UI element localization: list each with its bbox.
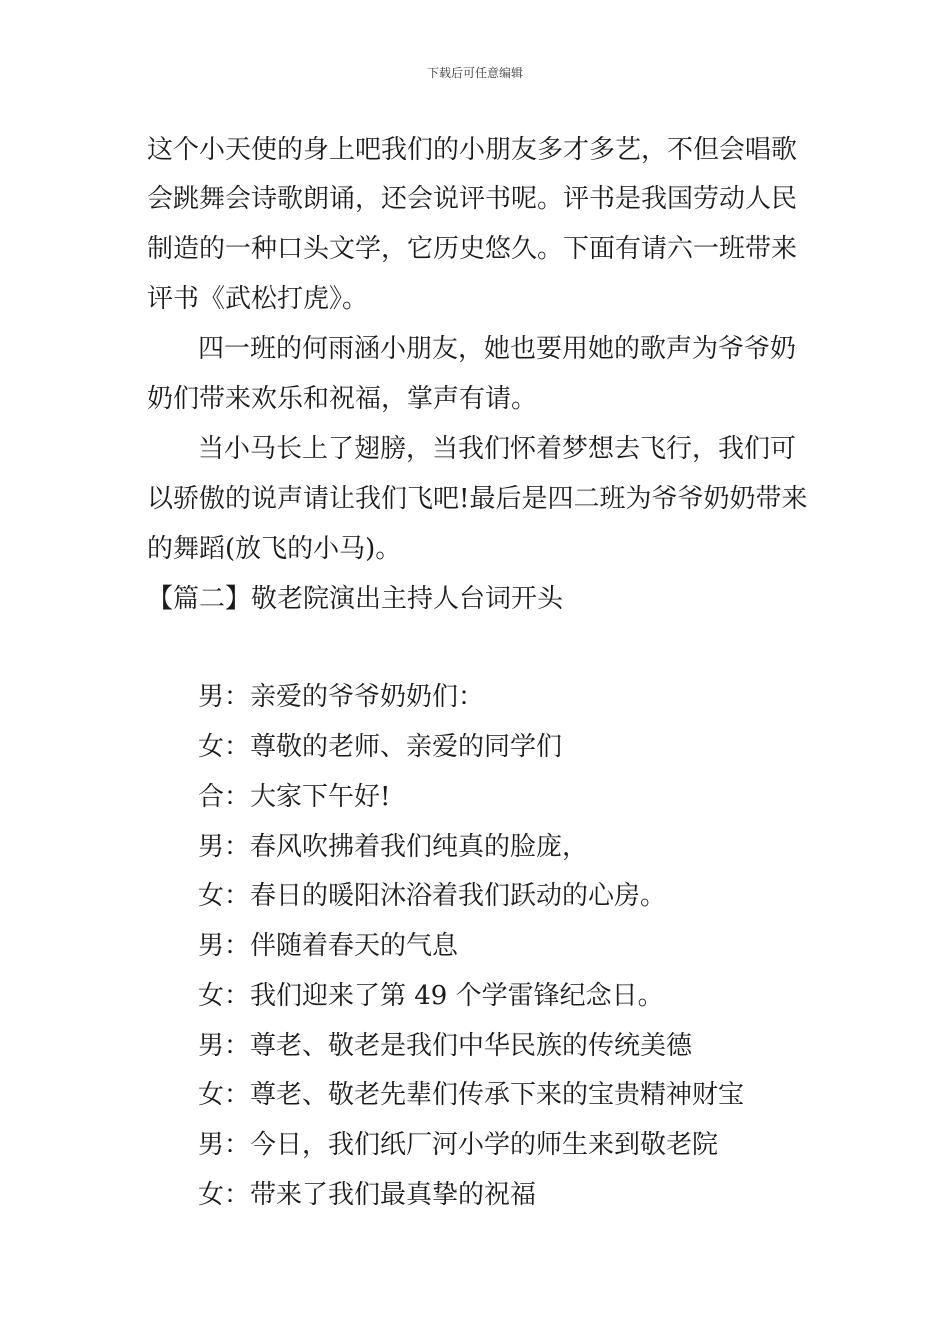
dialogue-line: 男：今日，我们纸厂河小学的师生来到敬老院 (198, 1130, 719, 1160)
dialogue-line: 合：大家下午好! (198, 782, 391, 812)
dialogue-line: 女：尊老、敬老先辈们传承下来的宝贵精神财宝 (198, 1080, 745, 1110)
paragraph-3-line-1: 当小马长上了翅膀，当我们怀着梦想去飞行，我们可 (198, 434, 797, 464)
dialogue-line: 男：伴随着春天的气息 (198, 931, 459, 961)
paragraph-1-line-1: 这个小天使的身上吧我们的小朋友多才多艺，不但会唱歌 (147, 135, 798, 165)
section-title: 【篇二】敬老院演出主持人台词开头 (147, 584, 564, 614)
paragraph-2-line-1: 四一班的何雨涵小朋友，她也要用她的歌声为爷爷奶 (198, 334, 797, 364)
dialogue-line: 女：我们迎来了第 49 个学雷锋纪念日。 (198, 981, 664, 1011)
dialogue-line: 男：尊老、敬老是我们中华民族的传统美德 (198, 1031, 693, 1061)
dialogue-line: 女：尊敬的老师、亲爱的同学们 (198, 732, 563, 762)
page-header-note: 下载后可任意编辑 (426, 66, 523, 80)
dialogue-line: 女：春日的暖阳沐浴着我们跃动的心房。 (198, 881, 667, 911)
paragraph-3-line-3: 的舞蹈(放飞的小马)。 (147, 534, 402, 564)
paragraph-3-line-2: 以骄傲的说声请让我们飞吧!最后是四二班为爷爷奶奶带来 (147, 484, 808, 514)
paragraph-1-line-4: 评书《武松打虎》。 (147, 284, 369, 314)
dialogue-line: 男：亲爱的爷爷奶奶们： (198, 682, 485, 712)
dialogue-line: 男：春风吹拂着我们纯真的脸庞， (198, 832, 589, 862)
paragraph-1-line-3: 制造的一种口头文学，它历史悠久。下面有请六一班带来 (147, 234, 798, 264)
dialogue-line: 女：带来了我们最真挚的祝福 (198, 1180, 537, 1210)
paragraph-2-line-2: 奶们带来欢乐和祝福，掌声有请。 (147, 384, 538, 414)
paragraph-1-line-2: 会跳舞会诗歌朗诵，还会说评书呢。评书是我国劳动人民 (147, 184, 798, 214)
